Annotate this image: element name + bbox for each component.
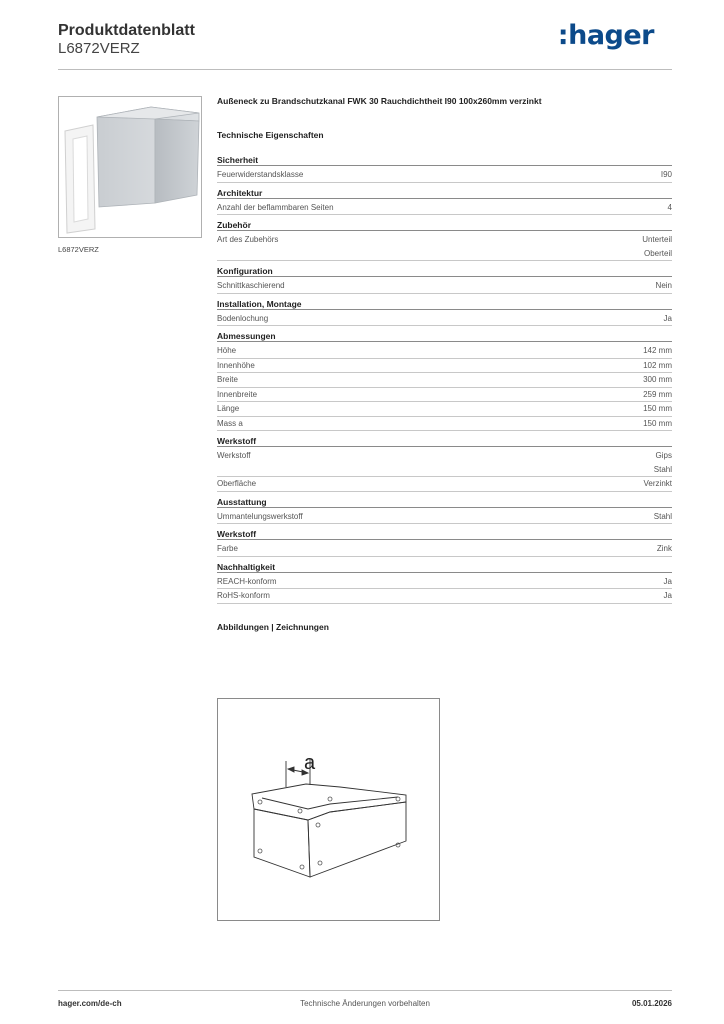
- property-value-line: Ja: [663, 576, 672, 586]
- product-description: Außeneck zu Brandschutzkanal FWK 30 Rauchdichtheit I90 100x260mm verzinkt: [217, 96, 542, 106]
- property-value: [642, 233, 672, 260]
- property-label: Werkstoff: [217, 451, 251, 460]
- property-label: Innenhöhe: [217, 360, 255, 370]
- property-value-line: Unterteil: [642, 235, 672, 244]
- property-row: [217, 233, 672, 261]
- logo-colon: :: [557, 20, 569, 51]
- property-value: [643, 359, 672, 373]
- property-row: [217, 201, 672, 216]
- property-group: [217, 435, 672, 492]
- property-group-title: Nachhaltigkeit: [217, 561, 672, 573]
- property-value-line: I90: [660, 170, 672, 179]
- property-label: Bodenlochung: [217, 313, 269, 323]
- property-label: Art des Zubehörs: [217, 235, 279, 244]
- property-value-line: 102 mm: [643, 360, 672, 370]
- property-label: Oberfläche: [217, 479, 257, 488]
- product-photo-illustration: [59, 97, 202, 238]
- product-code: L6872VERZ: [58, 40, 140, 57]
- property-value-line: 142 mm: [643, 346, 672, 355]
- property-group: [217, 528, 672, 557]
- property-row: [217, 417, 672, 432]
- property-value-line: Stahl: [653, 464, 672, 474]
- page-footer: [58, 990, 672, 1014]
- property-value: [657, 542, 672, 556]
- property-label: Breite: [217, 375, 238, 384]
- property-group: [217, 298, 672, 327]
- property-value: [664, 589, 672, 603]
- property-label: Höhe: [217, 346, 237, 355]
- property-value-line: Ja: [663, 313, 672, 323]
- property-label: Länge: [217, 404, 240, 413]
- property-value: [654, 449, 672, 476]
- drawings-heading: Abbildungen | Zeichnungen: [217, 621, 329, 632]
- property-label: Anzahl der beflammbaren Seiten: [217, 202, 334, 212]
- property-row: [217, 575, 672, 590]
- property-group: [217, 265, 672, 294]
- property-value-line: Verzinkt: [643, 479, 672, 488]
- property-group: [217, 496, 672, 525]
- property-row: [217, 312, 672, 327]
- property-group-title: Zubehör: [217, 219, 672, 231]
- property-value: [656, 279, 672, 293]
- property-value: [664, 575, 672, 589]
- logo-text: hager: [568, 20, 654, 51]
- footer-disclaimer: Technische Änderungen vorbehalten: [300, 999, 430, 1008]
- property-value-line: 150 mm: [643, 404, 672, 413]
- property-row: [217, 359, 672, 374]
- property-label: Farbe: [217, 544, 238, 553]
- property-group: [217, 154, 672, 183]
- property-group: [217, 561, 672, 604]
- page-header: [58, 20, 672, 70]
- property-group-title: Konfiguration: [217, 265, 672, 277]
- property-row: [217, 168, 672, 183]
- property-row: [217, 388, 672, 403]
- property-value-line: 150 mm: [643, 418, 672, 428]
- property-group-title: Installation, Montage: [217, 298, 672, 310]
- hager-logo[interactable]: [558, 20, 654, 51]
- property-row: [217, 589, 672, 604]
- property-label: Ummantelungswerkstoff: [217, 511, 303, 521]
- property-value: [664, 312, 672, 326]
- property-value: [643, 373, 672, 387]
- main-content: [217, 96, 672, 638]
- property-group-title: Sicherheit: [217, 154, 672, 166]
- property-row: [217, 510, 672, 525]
- technical-drawing: [217, 698, 440, 921]
- property-group: [217, 187, 672, 216]
- property-value-line: Oberteil: [643, 248, 672, 258]
- property-label: Innenbreite: [217, 389, 258, 399]
- property-value-line: 259 mm: [643, 389, 672, 399]
- property-group: [217, 219, 672, 261]
- property-label: Schnittkaschierend: [217, 281, 285, 290]
- property-row: [217, 373, 672, 388]
- property-value-line: Gips: [655, 451, 672, 460]
- property-value: [661, 168, 672, 182]
- property-group-title: Werkstoff: [217, 435, 672, 447]
- property-group-title: Werkstoff: [217, 528, 672, 540]
- property-row: [217, 449, 672, 477]
- property-value: [668, 201, 672, 215]
- property-value: [654, 510, 672, 524]
- footer-website-link[interactable]: hager.com/de-ch: [58, 999, 122, 1008]
- dimension-label-a: a: [304, 752, 316, 774]
- property-row: [217, 344, 672, 359]
- property-label: RoHS-konform: [217, 591, 270, 600]
- property-row: [217, 402, 672, 417]
- property-value: [643, 417, 672, 431]
- property-label: Feuerwiderstandsklasse: [217, 170, 304, 179]
- property-groups: [217, 154, 672, 604]
- property-label: Mass a: [217, 418, 243, 428]
- property-group: [217, 330, 672, 431]
- property-label: REACH-konform: [217, 576, 277, 586]
- technical-properties-heading: Technische Eigenschaften: [217, 130, 324, 140]
- property-row: [217, 542, 672, 557]
- property-row: [217, 477, 672, 492]
- property-value-line: 4: [667, 202, 672, 212]
- property-value-line: 300 mm: [643, 375, 672, 384]
- property-value-line: Nein: [655, 281, 672, 290]
- property-value: [644, 477, 672, 491]
- corner-drawing-svg: [218, 699, 441, 922]
- property-value-line: Ja: [663, 591, 672, 600]
- document-title: Produktdatenblatt: [58, 22, 195, 39]
- footer-date: 05.01.2026: [631, 999, 672, 1008]
- property-value: [643, 344, 672, 358]
- property-value-line: Zink: [656, 544, 672, 553]
- property-group-title: Abmessungen: [217, 330, 672, 342]
- property-group-title: Architektur: [217, 187, 672, 199]
- property-group-title: Ausstattung: [217, 496, 672, 508]
- product-image: [58, 96, 202, 238]
- product-image-caption: L6872VERZ: [58, 245, 99, 254]
- property-value: [643, 388, 672, 402]
- property-row: [217, 279, 672, 294]
- property-value-line: Stahl: [653, 511, 672, 521]
- property-value: [643, 402, 672, 416]
